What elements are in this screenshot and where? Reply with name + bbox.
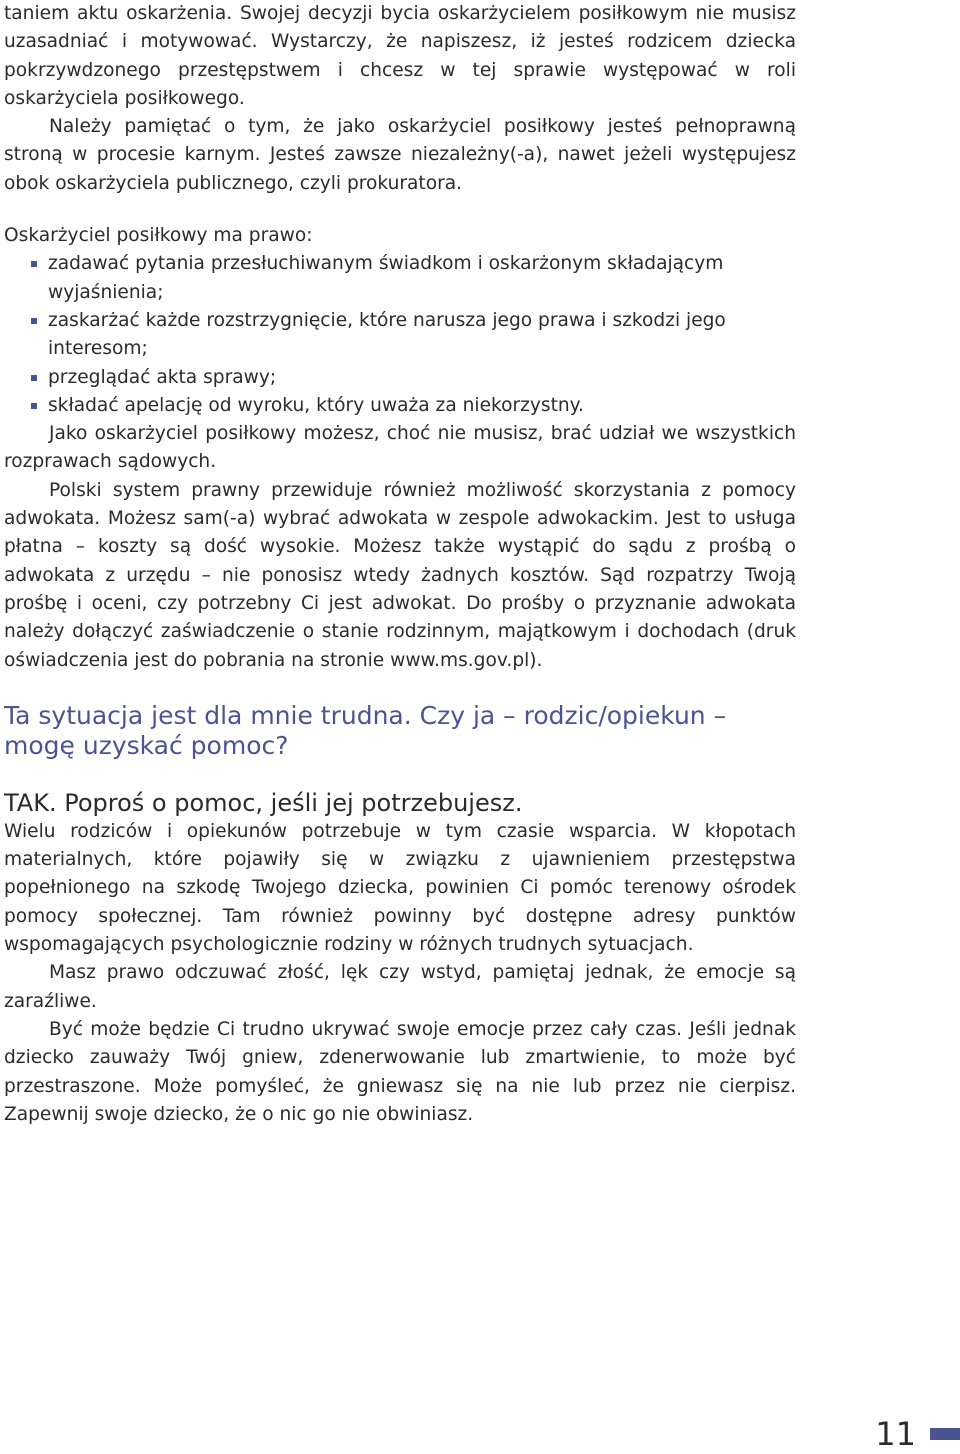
paragraph-continuation: taniem aktu oskarżenia. Swojej decyzji bycia oskarżycielem posiłkowym nie musisz uzasadniać i motywować. Wystarczy, że napiszesz, iż jesteś rodzicem dziecka pokrzywdzonego przestępstwem i chcesz w tej sprawie występować w roli oskarżyciela posiłkowego. [4,3,796,109]
page-number: 11 [875,1415,916,1453]
page-footer [875,1414,960,1454]
rights-list [4,250,796,420]
square-bullet-icon [31,261,37,267]
square-bullet-icon [31,375,37,381]
list-item [4,392,796,420]
paragraph-emotions: Masz prawo odczuwać złość, lęk czy wstyd, pamiętaj jednak, że emocje są zaraźliwe. [4,962,796,1012]
list-item [4,250,796,307]
document-page [4,0,796,1129]
rights-heading: Oskarżyciel posiłkowy ma prawo: [4,225,313,247]
square-bullet-icon [31,403,37,409]
paragraph-support: Wielu rodziców i opiekunów potrzebuje w tym czasie wsparcia. W kłopotach materialnych, które pojawiły się w związku z ujawnieniem przestępstwa popełnionego na szkodę Twojego dziecka, powinien Ci pomóc terenowy ośrodek pomocy społecznej. Tam również powinny być dostępne adresy punktów wspomagających psychologicznie rodziny w różnych trudnych sytuacjach. [4,820,796,956]
list-item-text: składać apelację od wyroku, który uważa za niekorzystny. [48,394,584,416]
list-item-text: przeglądać akta sprawy; [48,366,277,388]
list-item [4,307,796,364]
page-marker-bar [930,1428,960,1440]
list-item-text: zaskarżać każde rozstrzygnięcie, które narusza jego prawa i szkodzi jego interesom; [48,309,726,360]
square-bullet-icon [31,318,37,324]
paragraph-lawyer: Polski system prawny przewiduje również możliwość skorzystania z pomocy adwokata. Możesz sam(-a) wybrać adwokata w zespole adwokackim. Jest to usługa płatna – koszty są dość wysokie. Możesz także wystąpić do sądu z prośbą o adwokata z urzędu – nie ponosisz wtedy żadnych kosztów. Sąd rozpatrzy Twoją prośbę i oceni, czy potrzebny Ci jest adwokat. Do prośby o przyznanie adwokata należy dołączyć zaświadczenie o stanie rodzinnym, majątkowym i dochodach (druk oświadczenia jest do pobrania na stronie www.ms.gov.pl). [4,479,796,671]
paragraph-full-party: Należy pamiętać o tym, że jako oskarżyciel posiłkowy jesteś pełnoprawną stroną w procesie karnym. Jesteś zawsze niezależny(-a), nawet jeżeli występujesz obok oskarżyciela publicznego, czyli prokuratora. [4,116,796,194]
section-question-heading: Ta sytuacja jest dla mnie trudna. Czy ja – rodzic/opiekun – mogę uzyskać pomoc? [4,700,727,760]
list-item [4,364,796,392]
paragraph-hearings: Jako oskarżyciel posiłkowy możesz, choć nie musisz, brać udział we wszystkich rozprawach sądowych. [4,423,796,473]
section-answer-heading: TAK. Poproś o pomoc, jeśli jej potrzebujesz. [4,788,523,817]
paragraph-hiding-emotions: Być może będzie Ci trudno ukrywać swoje emocje przez cały czas. Jeśli jednak dziecko zauważy Twój gniew, zdenerwowanie lub zmartwienie, to może być przestraszone. Może pomyśleć, że gniewasz się na nie lub przez nie cierpisz. Zapewnij swoje dziecko, że o nic go nie obwiniasz. [4,1018,796,1125]
list-item-text: zadawać pytania przesłuchiwanym świadkom i oskarżonym składającym wyjaśnienia; [48,253,724,303]
